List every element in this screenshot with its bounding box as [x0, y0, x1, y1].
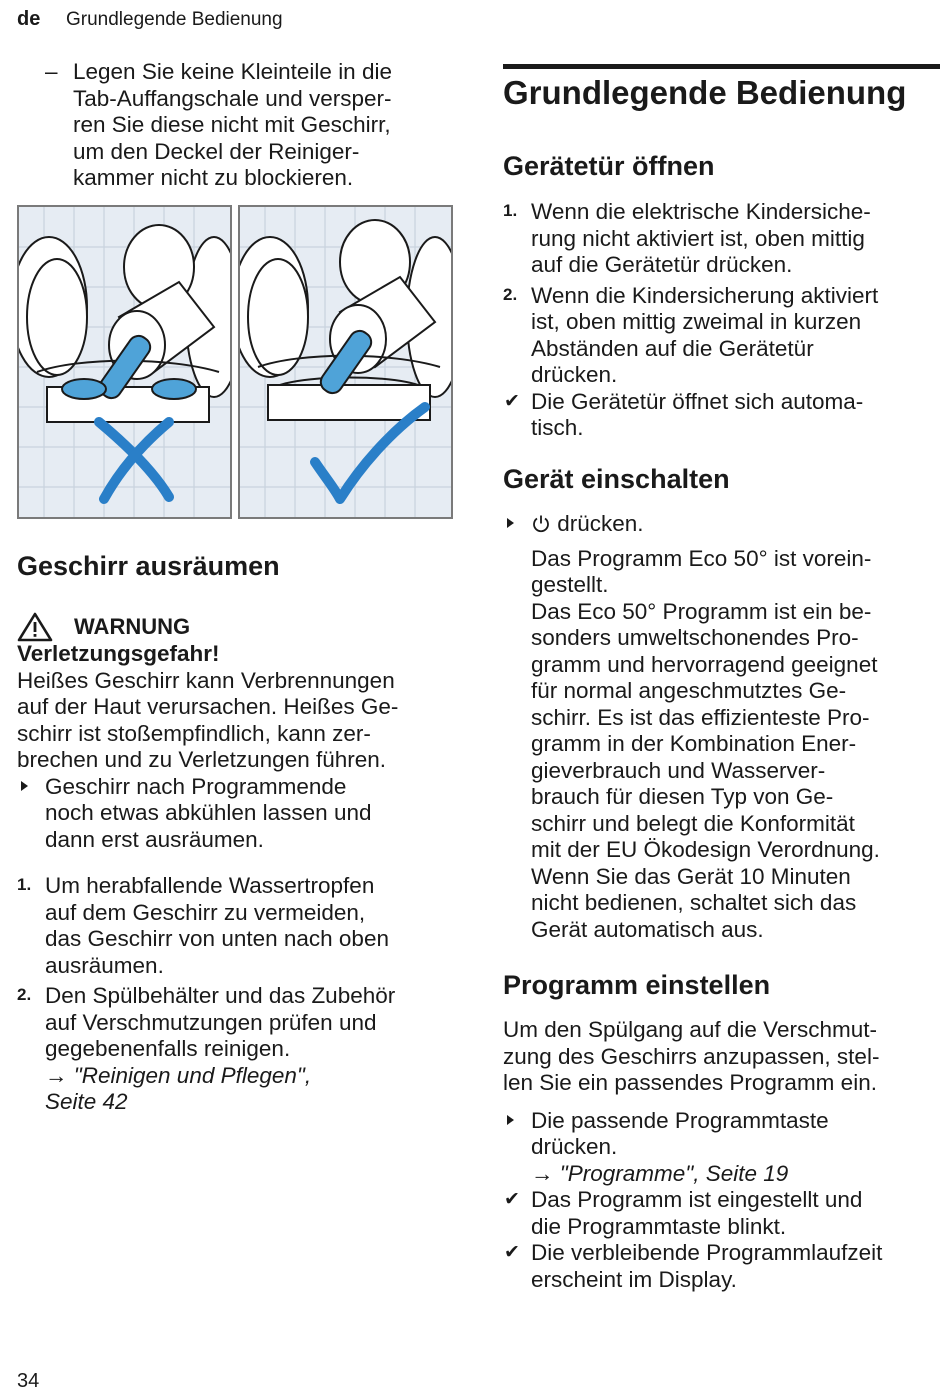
cross-reference-link[interactable]: → "Reinigen und Pflegen",	[45, 1062, 312, 1088]
result-check-icon: ✔	[504, 1242, 520, 1263]
step-line: auf dem Geschirr zu vermeiden,	[45, 899, 366, 925]
step-line: auf Verschmutzungen prüfen und	[45, 1009, 377, 1035]
result-line: erscheint im Display.	[531, 1266, 737, 1292]
result-line: Das Programm ist eingestellt und	[531, 1187, 863, 1212]
warning-title: Verletzungsgefahr!	[17, 641, 220, 666]
description-line: für normal angeschmutztes Ge-	[531, 678, 847, 703]
cross-reference-link[interactable]: Seite 42	[45, 1089, 128, 1114]
step-line: Abständen auf die Gerätetür	[531, 335, 814, 361]
chapter-rule	[503, 64, 940, 69]
action-arrow-icon	[507, 518, 514, 528]
result-check-icon: ✔	[504, 390, 520, 412]
power-action-text: drücken.	[557, 511, 644, 536]
description-line: brauch für diesen Typ von Ge-	[531, 784, 834, 809]
note-line: kammer nicht zu blockieren.	[73, 165, 354, 190]
step-line: Wenn die elektrische Kindersiche-	[531, 199, 871, 224]
warning-text-line: auf der Haut verursachen. Heißes Ge-	[17, 694, 399, 719]
step-number: 2.	[503, 284, 518, 304]
result-line: tisch.	[531, 415, 584, 440]
description-line: schirr. Es ist das effizienteste Pro-	[531, 704, 870, 730]
note-line: Tab-Auffangschale und versper-	[73, 85, 392, 111]
step-number: 2.	[17, 985, 32, 1004]
step-item	[17, 873, 462, 979]
door-steps	[503, 199, 943, 442]
power-block	[503, 511, 943, 943]
step-item	[503, 283, 943, 389]
description-line: sonders umweltschonendes Pro-	[531, 625, 859, 650]
description-line: mit der EU Ökodesign Verordnung.	[531, 837, 880, 862]
section-heading-door: Gerätetür öffnen	[503, 151, 715, 181]
step-line: ausräumen.	[45, 952, 164, 978]
section-heading-power: Gerät einschalten	[503, 464, 730, 494]
result-line: Die verbleibende Programmlaufzeit	[531, 1240, 883, 1265]
section-heading-program: Programm einstellen	[503, 970, 771, 1000]
action-arrow-icon	[21, 781, 28, 791]
step-line: Wenn die Kindersicherung aktiviert	[531, 282, 879, 308]
description-line: gramm in der Kombination Ener-	[531, 731, 857, 756]
description-line: Wenn Sie das Gerät 10 Minuten	[531, 863, 851, 889]
step-line: gegebenenfalls reinigen.	[45, 1036, 291, 1061]
section-heading-unload: Geschirr ausräumen	[17, 551, 280, 581]
description-line: Das Programm Eco 50° ist vorein-	[531, 545, 872, 571]
dash-marker: –	[45, 59, 58, 84]
step-line: ist, oben mittig zweimal in kurzen	[531, 309, 862, 334]
step-line: das Geschirr von unten nach oben	[45, 926, 389, 951]
step-line: rung nicht aktiviert ist, oben mittig	[531, 225, 865, 251]
figure-wrong-loading	[17, 205, 232, 519]
step-item	[17, 983, 462, 1116]
step-number: 1.	[17, 875, 32, 894]
description-line: gramm und hervorragend geeignet	[531, 651, 878, 677]
action-line: drücken.	[531, 1134, 618, 1159]
action-line: Die passende Programmtaste	[531, 1107, 829, 1133]
intro-line: Um den Spülgang auf die Verschmut-	[503, 1017, 877, 1042]
warning-triangle-icon	[17, 612, 53, 642]
dishwasher-illustration	[240, 207, 451, 517]
figure-correct-loading	[238, 205, 453, 519]
chapter-title: Grundlegende Bedienung	[503, 74, 907, 111]
program-action	[503, 1108, 943, 1188]
action-line: noch etwas abkühlen lassen und	[45, 800, 372, 825]
description-line: gestellt.	[531, 572, 609, 597]
action-line: Geschirr nach Programmende	[45, 773, 347, 799]
step-line: Den Spülbehälter und das Zubehör	[45, 983, 396, 1008]
step-line: auf die Gerätetür drücken.	[531, 252, 793, 277]
unload-steps	[17, 873, 462, 1116]
action-arrow-icon	[507, 1115, 514, 1125]
intro-line: len Sie ein passendes Programm ein.	[503, 1070, 877, 1095]
program-block	[503, 1017, 943, 1293]
tab-tray-note	[45, 59, 465, 192]
header-title: Grundlegende Bedienung	[66, 9, 283, 30]
warning-text-line: Heißes Geschirr kann Verbrennungen	[17, 667, 395, 693]
result-item	[503, 1187, 943, 1240]
cross-reference-link[interactable]: → "Programme", Seite 19	[531, 1160, 789, 1186]
description-line: gieverbrauch und Wasserver-	[531, 757, 826, 783]
header-language: de	[17, 8, 41, 30]
step-line: drücken.	[531, 362, 618, 387]
result-line: Die Gerätetür öffnet sich automa-	[531, 388, 864, 414]
description-line: nicht bedienen, schaltet sich das	[531, 890, 857, 915]
warning-block	[17, 641, 462, 853]
step-number: 1.	[503, 201, 518, 220]
warning-action	[17, 774, 462, 854]
description-line: schirr und belegt die Konformität	[531, 810, 855, 836]
power-action	[503, 511, 943, 538]
warning-text-line: brechen und zu Verletzungen führen.	[17, 747, 387, 772]
page-number: 34	[17, 1370, 40, 1392]
note-line: Legen Sie keine Kleinteile in die	[73, 59, 392, 84]
step-item	[503, 199, 943, 279]
power-icon	[531, 514, 551, 534]
result-check-icon: ✔	[504, 1189, 520, 1210]
note-line: ren Sie diese nicht mit Geschirr,	[73, 112, 391, 137]
power-description	[503, 546, 943, 944]
result-item	[503, 389, 943, 442]
result-item	[503, 1240, 943, 1293]
warning-text-line: schirr ist stoßempfindlich, kann zer-	[17, 720, 371, 746]
step-line: Um herabfallende Wassertropfen	[45, 873, 375, 898]
note-line: um den Deckel der Reiniger-	[73, 138, 360, 164]
description-line: Das Eco 50° Programm ist ein be-	[531, 598, 872, 624]
result-line: die Programmtaste blinkt.	[531, 1213, 787, 1239]
intro-line: zung des Geschirrs anzupassen, stel-	[503, 1043, 880, 1069]
dishwasher-illustration	[19, 207, 230, 517]
action-line: dann erst ausräumen.	[45, 826, 264, 852]
description-line: Gerät automatisch aus.	[531, 916, 764, 942]
warning-label: WARNUNG	[74, 614, 191, 639]
